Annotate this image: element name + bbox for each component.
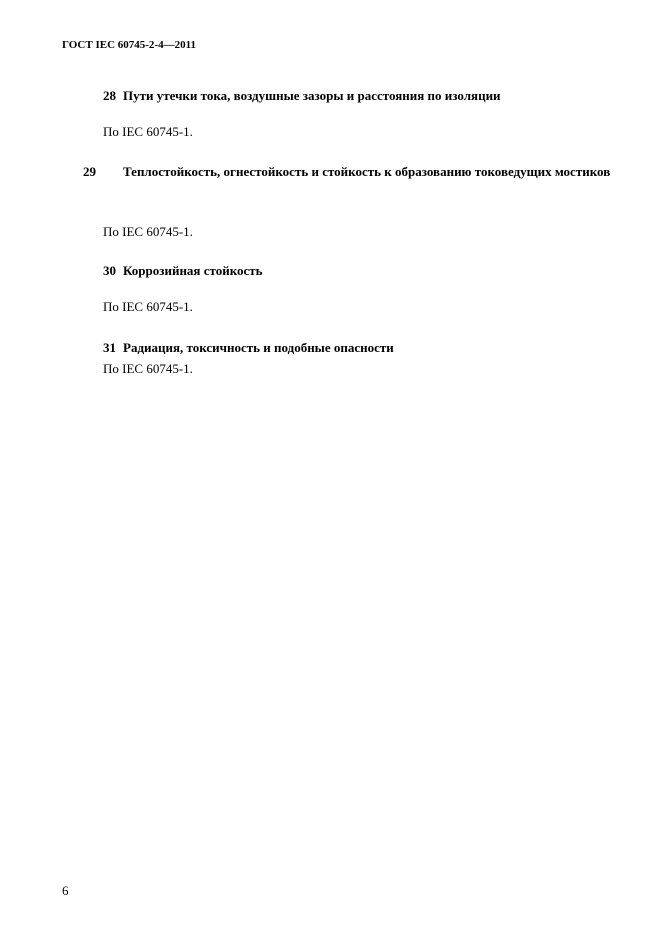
document-header: ГОСТ IEC 60745-2-4—2011 — [62, 39, 196, 51]
page-number: 6 — [62, 883, 69, 898]
section-number: 28 — [103, 88, 116, 103]
section-number: 29 — [83, 164, 96, 179]
section-29-heading — [83, 161, 614, 183]
section-28-heading — [103, 85, 614, 107]
section-title: Коррозийная стойкость — [123, 263, 263, 278]
section-31-body: По IEC 60745-1. — [103, 361, 193, 376]
section-30-body: По IEC 60745-1. — [103, 299, 193, 314]
section-number: 30 — [103, 263, 116, 278]
section-30-heading — [103, 260, 614, 282]
section-title: Теплостойкость, огнестойкость и стойкость к образованию токоведущих мостиков — [123, 164, 611, 179]
section-number: 31 — [103, 340, 116, 355]
section-title: Пути утечки тока, воздушные зазоры и расстояния по изоляции — [123, 88, 501, 103]
section-31-heading — [103, 337, 614, 359]
section-title: Радиация, токсичность и подобные опасности — [123, 340, 394, 355]
section-28-body: По IEC 60745-1. — [103, 124, 193, 139]
section-29-body: По IEC 60745-1. — [103, 224, 193, 239]
